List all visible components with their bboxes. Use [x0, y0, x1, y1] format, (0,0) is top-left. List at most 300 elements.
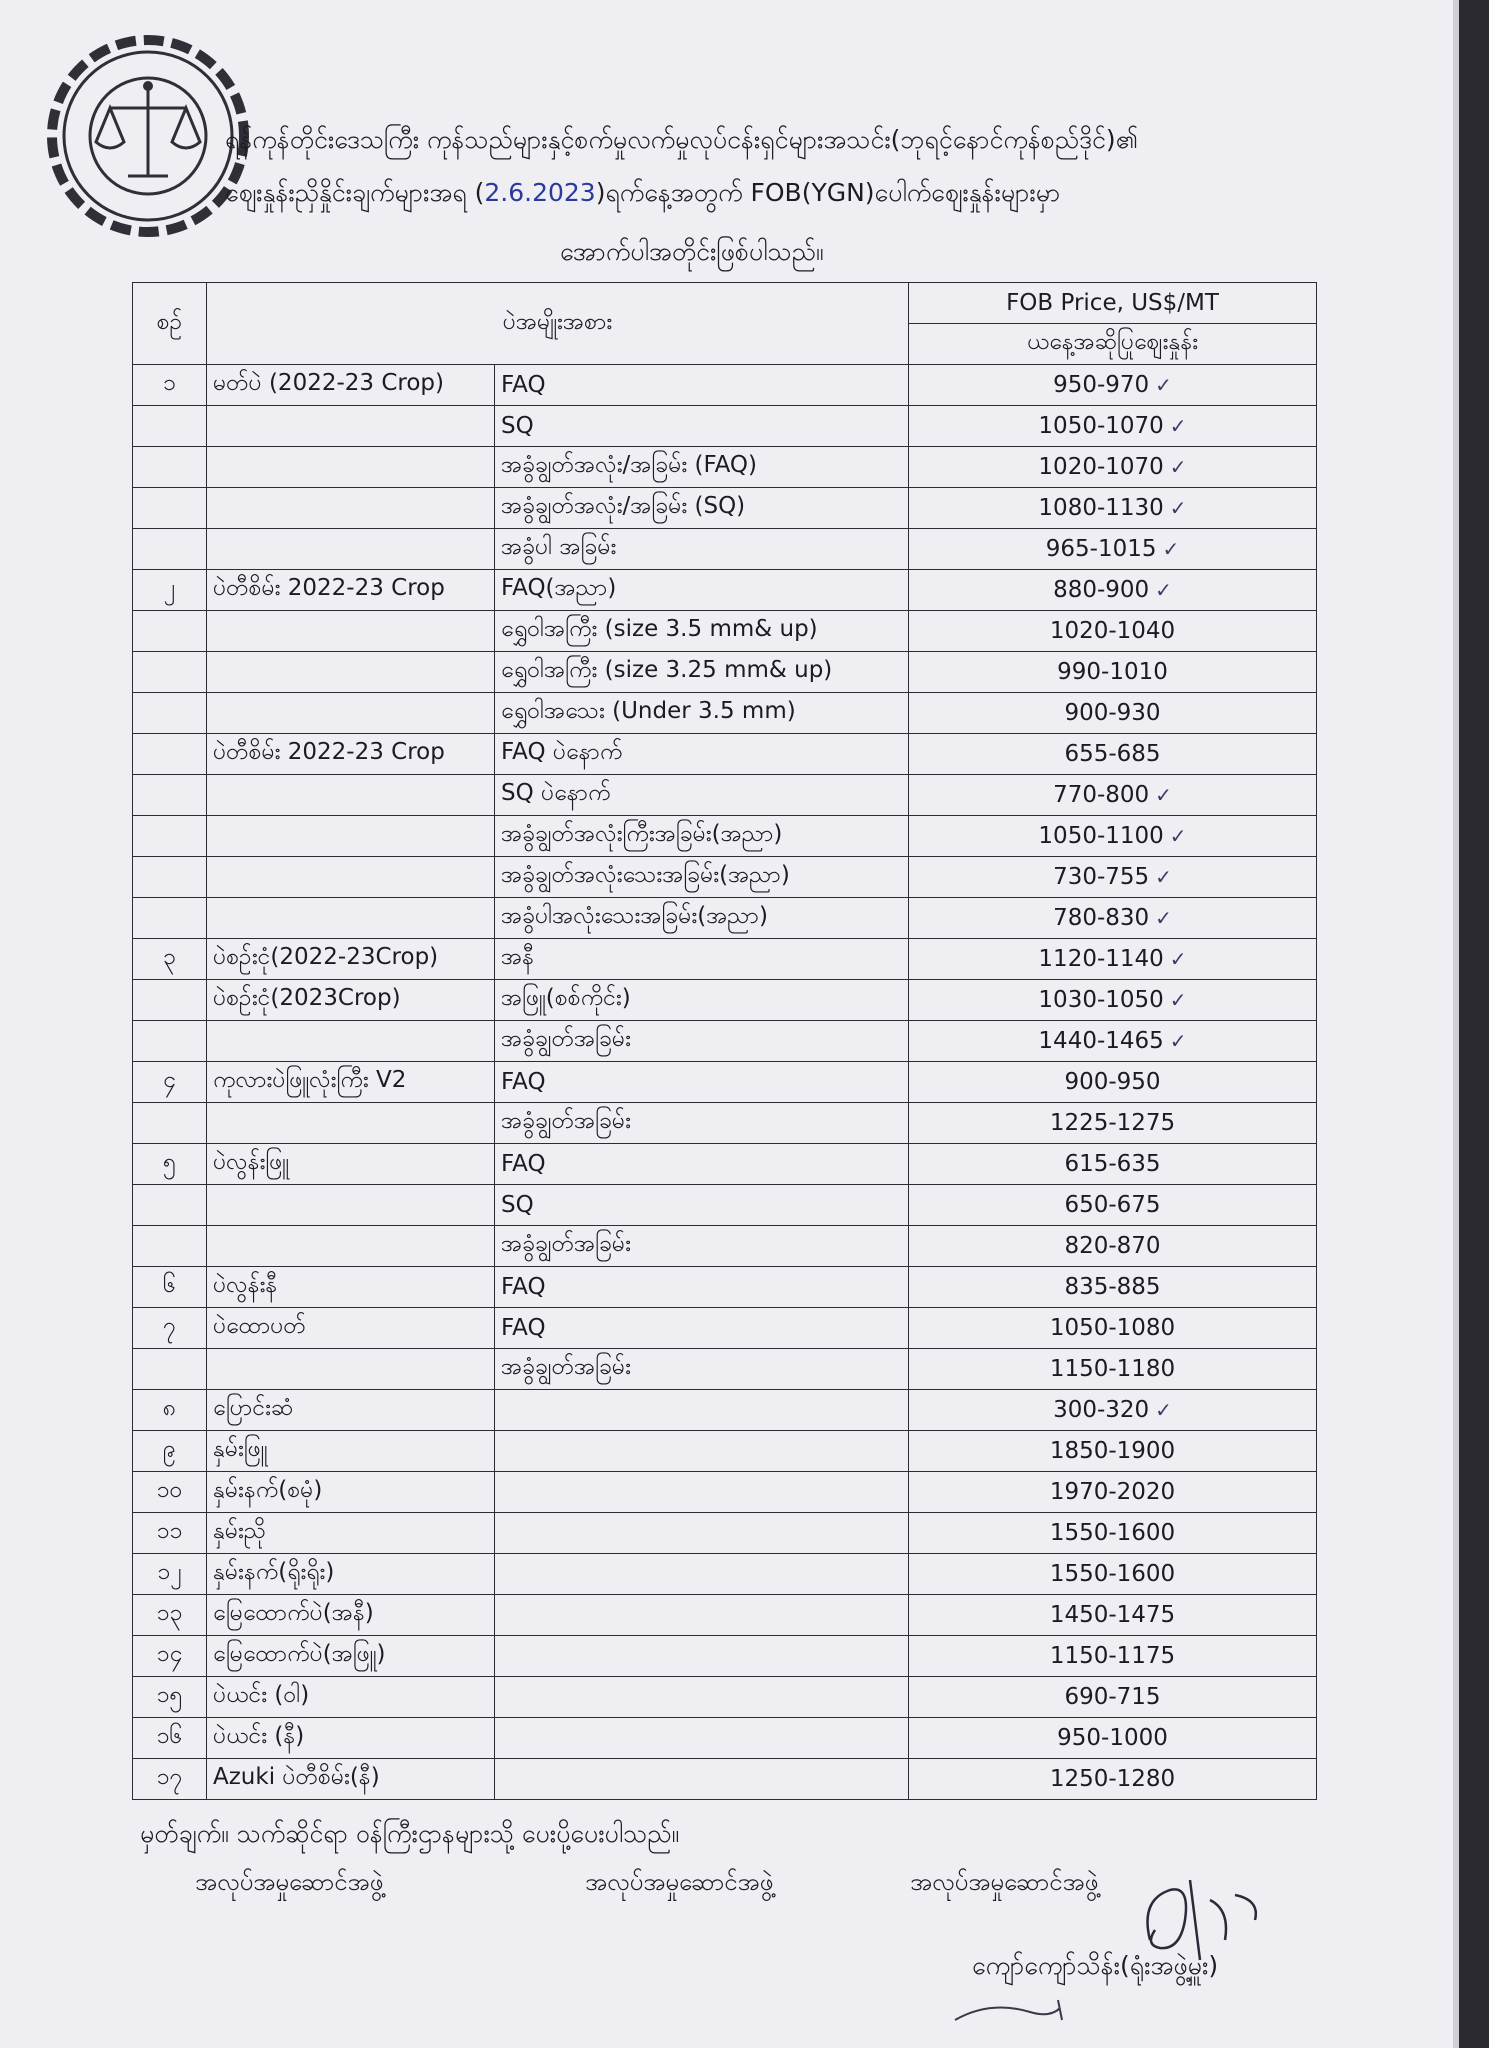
row-grade-text: ရွှေဝါအကြီး (size 3.5 mm& up)	[501, 616, 818, 642]
row-price	[909, 1513, 1317, 1554]
row-price-text: 690-715	[1064, 1684, 1161, 1710]
row-price-text: 990-1010	[1057, 659, 1168, 685]
row-product-name	[207, 1308, 495, 1349]
row-price-text: 1150-1175	[1049, 1643, 1176, 1669]
col-header-price-title: FOB Price, US$/MT	[909, 283, 1317, 324]
row-product-name	[207, 1021, 495, 1062]
row-number-text: ၁၀	[156, 1477, 183, 1503]
row-grade	[495, 816, 909, 857]
row-price	[909, 1472, 1317, 1513]
row-grade	[495, 1103, 909, 1144]
row-product-name-text: နှမ်းညို	[213, 1518, 267, 1544]
table-row	[133, 1759, 1317, 1800]
row-number-text: ၁၃	[156, 1600, 183, 1626]
row-product-name-text: ပဲတီစိမ်း 2022-23 Crop	[213, 575, 445, 601]
row-price-text: 1150-1180	[1049, 1356, 1176, 1382]
row-grade-text: အခွံချွတ်အခြမ်း	[501, 1108, 631, 1134]
row-number	[133, 1390, 207, 1431]
row-number	[133, 1636, 207, 1677]
table-row	[133, 406, 1317, 447]
row-product-name-text: မြေထောက်ပဲ(အဖြူ)	[213, 1641, 386, 1667]
row-price-text: 950-970	[1053, 372, 1150, 398]
row-price	[909, 939, 1317, 980]
row-grade-text: အခွံချွတ်အလုံး/အခြမ်း (SQ)	[501, 493, 746, 519]
check-mark-icon: ✓	[1155, 783, 1172, 807]
row-number	[133, 898, 207, 939]
row-grade	[495, 1677, 909, 1718]
row-grade-text: FAQ(အညာ)	[501, 575, 617, 601]
row-product-name	[207, 1267, 495, 1308]
row-product-name	[207, 1390, 495, 1431]
table-row	[133, 529, 1317, 570]
check-mark-icon: ✓	[1155, 578, 1172, 602]
row-grade	[495, 1759, 909, 1800]
row-price-text: 1850-1900	[1049, 1438, 1176, 1464]
row-product-name-text: နှမ်းဖြူ	[213, 1436, 268, 1462]
row-number	[133, 1759, 207, 1800]
row-price-text: 730-755	[1053, 864, 1150, 890]
row-price-text: 1550-1600	[1049, 1561, 1176, 1587]
row-price-text: 1970-2020	[1049, 1479, 1176, 1505]
row-product-name-text: ပဲလွန်းနီ	[213, 1272, 278, 1298]
row-price-text: 1050-1070	[1038, 413, 1164, 439]
row-product-name-text: မြေထောက်ပဲ(အနီ)	[213, 1600, 374, 1626]
row-number-text: ၅	[163, 1149, 176, 1175]
row-product-name	[207, 816, 495, 857]
signer-name: ကျော်ကျော်သိန်း(ရုံးအဖွဲ့မှူး)	[972, 1951, 1219, 1980]
row-number-text: ၄	[163, 1067, 176, 1093]
row-product-name	[207, 447, 495, 488]
header-line-2	[225, 171, 1060, 215]
table-row	[133, 775, 1317, 816]
row-price-text: 900-950	[1064, 1069, 1161, 1095]
table-row	[133, 1308, 1317, 1349]
header-date: 2.6.2023	[484, 178, 596, 207]
row-number	[133, 1472, 207, 1513]
row-product-name-text: Azuki ပဲတီစိမ်း(နီ)	[213, 1764, 380, 1790]
row-grade	[495, 775, 909, 816]
check-mark-icon: ✓	[1169, 414, 1187, 438]
row-price	[909, 734, 1317, 775]
table-row	[133, 1267, 1317, 1308]
row-product-name	[207, 611, 495, 652]
row-number-text: ၁၆	[156, 1723, 183, 1749]
row-price	[909, 1349, 1317, 1390]
row-price	[909, 1759, 1317, 1800]
row-price	[909, 816, 1317, 857]
row-grade-text: အခွံချွတ်အခြမ်း	[501, 1354, 631, 1380]
table-row	[133, 1595, 1317, 1636]
row-number	[133, 652, 207, 693]
row-product-name	[207, 693, 495, 734]
table-row	[133, 939, 1317, 980]
row-grade	[495, 1062, 909, 1103]
row-number-text: ၁၂	[157, 1559, 182, 1585]
table-row	[133, 693, 1317, 734]
row-grade	[495, 1267, 909, 1308]
scan-edge	[1459, 0, 1489, 2048]
row-number	[133, 1021, 207, 1062]
row-number	[133, 1718, 207, 1759]
table-row	[133, 857, 1317, 898]
row-price-text: 1020-1070	[1038, 454, 1164, 480]
table-row	[133, 1718, 1317, 1759]
row-grade	[495, 1472, 909, 1513]
row-price-text: 650-675	[1064, 1192, 1161, 1218]
row-number	[133, 1595, 207, 1636]
row-grade	[495, 570, 909, 611]
check-mark-icon: ✓	[1169, 824, 1187, 848]
row-product-name	[207, 898, 495, 939]
header-line-2-post: )ရက်နေ့အတွက် FOB(YGN)ပေါက်ဈေးနှုန်းများမှာ	[595, 178, 1061, 207]
row-product-name-text: ပဲစဉ်းငုံ(2022-23Crop)	[213, 944, 439, 970]
row-product-name-text: နှမ်းနက်(စမုံ)	[213, 1477, 323, 1503]
row-grade-text: အဖြူ(စစ်ကိုင်း)	[501, 985, 631, 1011]
row-price	[909, 775, 1317, 816]
row-grade-text: အခွံချွတ်အခြမ်း	[501, 1026, 631, 1052]
row-price	[909, 1144, 1317, 1185]
row-grade	[495, 980, 909, 1021]
row-number-text: ၂	[163, 575, 176, 601]
row-product-name	[207, 775, 495, 816]
table-row	[133, 1431, 1317, 1472]
row-product-name	[207, 980, 495, 1021]
row-price-text: 1050-1080	[1049, 1315, 1176, 1341]
row-grade-text: အခွံပါ အခြမ်း	[501, 534, 617, 560]
row-product-name-text: ပြောင်းဆံ	[213, 1395, 294, 1421]
row-grade	[495, 1226, 909, 1267]
table-row	[133, 1021, 1317, 1062]
row-number	[133, 1677, 207, 1718]
row-grade	[495, 1431, 909, 1472]
row-price	[909, 1021, 1317, 1062]
row-grade-text: အခွံပါအလုံးသေးအခြမ်း(အညာ)	[501, 903, 768, 929]
row-number	[133, 1349, 207, 1390]
row-product-name	[207, 1103, 495, 1144]
table-row	[133, 1349, 1317, 1390]
row-price-text: 655-685	[1064, 741, 1161, 767]
row-grade-text: SQ	[501, 1192, 534, 1218]
row-product-name	[207, 1349, 495, 1390]
check-mark-icon: ✓	[1162, 537, 1180, 561]
row-number-text: ၆	[163, 1272, 176, 1298]
table-row	[133, 1185, 1317, 1226]
row-price-text: 900-930	[1064, 700, 1161, 726]
row-grade	[495, 529, 909, 570]
table-row	[133, 1103, 1317, 1144]
table-row	[133, 570, 1317, 611]
row-number-text: ၁၄	[156, 1641, 183, 1667]
table-row	[133, 652, 1317, 693]
row-product-name	[207, 734, 495, 775]
row-number	[133, 693, 207, 734]
row-price-text: 1250-1280	[1049, 1766, 1176, 1792]
table-row	[133, 365, 1317, 406]
table-row	[133, 734, 1317, 775]
row-price	[909, 1677, 1317, 1718]
row-grade-text: FAQ	[501, 1274, 546, 1300]
row-price-text: 1030-1050	[1038, 987, 1164, 1013]
check-mark-icon: ✓	[1155, 865, 1172, 889]
table-row	[133, 898, 1317, 939]
row-product-name-text: မတ်ပဲ (2022-23 Crop)	[213, 370, 444, 396]
row-product-name	[207, 488, 495, 529]
row-price	[909, 529, 1317, 570]
row-grade	[495, 1021, 909, 1062]
row-price	[909, 652, 1317, 693]
row-price	[909, 898, 1317, 939]
row-number	[133, 1308, 207, 1349]
row-product-name	[207, 529, 495, 570]
row-price	[909, 406, 1317, 447]
row-product-name	[207, 1595, 495, 1636]
row-price	[909, 488, 1317, 529]
row-grade	[495, 857, 909, 898]
row-grade	[495, 611, 909, 652]
row-price	[909, 365, 1317, 406]
row-product-name	[207, 1636, 495, 1677]
row-price	[909, 1595, 1317, 1636]
row-number-text: ၁၅	[156, 1682, 183, 1708]
row-product-name	[207, 1759, 495, 1800]
row-product-name	[207, 1472, 495, 1513]
row-number	[133, 1062, 207, 1103]
row-number	[133, 857, 207, 898]
row-product-name	[207, 857, 495, 898]
row-number-text: ၁၁	[156, 1518, 183, 1544]
row-price	[909, 611, 1317, 652]
row-price-text: 780-830	[1053, 905, 1150, 931]
row-number	[133, 1267, 207, 1308]
row-product-name	[207, 1554, 495, 1595]
table-row	[133, 1554, 1317, 1595]
row-number	[133, 488, 207, 529]
row-price	[909, 1226, 1317, 1267]
check-mark-icon: ✓	[1169, 496, 1187, 520]
table-row	[133, 488, 1317, 529]
row-product-name-text: ပဲစဉ်းငုံ(2023Crop)	[213, 985, 401, 1011]
row-price-text: 950-1000	[1057, 1725, 1168, 1751]
row-price	[909, 1718, 1317, 1759]
row-price	[909, 570, 1317, 611]
row-grade	[495, 1718, 909, 1759]
row-grade	[495, 1595, 909, 1636]
row-price	[909, 1554, 1317, 1595]
table-row	[133, 980, 1317, 1021]
row-grade-text: FAQ	[501, 1069, 546, 1095]
row-grade-text: ရွှေဝါအသေး (Under 3.5 mm)	[501, 698, 796, 724]
row-price-text: 770-800	[1053, 782, 1150, 808]
header-line-3: အောက်ပါအတိုင်းဖြစ်ပါသည်။	[560, 237, 824, 266]
check-mark-icon: ✓	[1169, 947, 1187, 971]
row-price-text: 1440-1465	[1038, 1028, 1164, 1054]
row-grade-text: SQ	[501, 413, 534, 439]
row-grade	[495, 1185, 909, 1226]
table-row	[133, 447, 1317, 488]
row-number	[133, 1513, 207, 1554]
row-number-text: ၁၇	[156, 1764, 183, 1790]
row-grade	[495, 1308, 909, 1349]
header-line-1: ရန်ကုန်တိုင်းဒေသကြီး ကုန်သည်များနှင့်စက်မှုလက်မှုလုပ်ငန်းရှင်များအသင်း(ဘုရင့်နောင်ကုန်စည်ဒိုင်)၏	[225, 125, 1138, 154]
price-table	[132, 282, 1317, 1800]
table-row	[133, 1226, 1317, 1267]
row-grade	[495, 1349, 909, 1390]
row-number	[133, 1431, 207, 1472]
row-grade-text: ရွှေဝါအကြီး (size 3.25 mm& up)	[501, 657, 833, 683]
row-grade	[495, 1554, 909, 1595]
row-price-text: 1050-1100	[1038, 823, 1164, 849]
row-product-name	[207, 1677, 495, 1718]
signature-block-2: အလုပ်အမှုဆောင်အဖွဲ့	[585, 1868, 774, 1896]
row-number	[133, 406, 207, 447]
row-number-text: ၁	[163, 370, 176, 396]
row-grade-text: FAQ	[501, 1315, 546, 1341]
signature-block-1: အလုပ်အမှုဆောင်အဖွဲ့	[195, 1868, 384, 1896]
row-price	[909, 447, 1317, 488]
row-product-name	[207, 365, 495, 406]
row-grade-text: FAQ	[501, 1151, 546, 1177]
row-number	[133, 816, 207, 857]
col-header-price-sub: ယနေ့အဆိုပြုဈေးနှုန်း	[909, 324, 1317, 365]
row-grade	[495, 1513, 909, 1554]
row-grade	[495, 652, 909, 693]
row-product-name-text: ပဲယင်း (ဝါ)	[213, 1682, 310, 1708]
table-row	[133, 1513, 1317, 1554]
row-price-text: 820-870	[1064, 1233, 1161, 1259]
table-row	[133, 1390, 1317, 1431]
row-price	[909, 1267, 1317, 1308]
table-row	[133, 1677, 1317, 1718]
row-product-name	[207, 1513, 495, 1554]
row-product-name-text: ပဲယင်း (နီ)	[213, 1723, 305, 1749]
check-mark-icon: ✓	[1155, 373, 1172, 397]
row-price-text: 1120-1140	[1038, 946, 1164, 972]
row-number	[133, 1185, 207, 1226]
row-grade	[495, 1144, 909, 1185]
row-product-name	[207, 1144, 495, 1185]
row-grade-text: FAQ	[501, 372, 546, 398]
row-product-name-text: နှမ်းနက်(ရိုးရိုး)	[213, 1559, 335, 1585]
row-price	[909, 1636, 1317, 1677]
row-grade	[495, 1390, 909, 1431]
row-price-text: 1550-1600	[1049, 1520, 1176, 1546]
table-row	[133, 611, 1317, 652]
row-grade	[495, 693, 909, 734]
row-price	[909, 1390, 1317, 1431]
row-product-name-text: ကုလားပဲဖြူလုံးကြီး V2	[213, 1067, 407, 1093]
row-grade-text: အခွံချွတ်အလုံးသေးအခြမ်း(အညာ)	[501, 862, 790, 888]
row-number	[133, 1226, 207, 1267]
row-number	[133, 734, 207, 775]
check-mark-icon: ✓	[1155, 906, 1172, 930]
row-number	[133, 775, 207, 816]
row-product-name	[207, 570, 495, 611]
row-number	[133, 1554, 207, 1595]
row-price-text: 1080-1130	[1038, 495, 1164, 521]
row-number-text: ၉	[163, 1436, 176, 1462]
row-product-name	[207, 1718, 495, 1759]
row-price	[909, 1431, 1317, 1472]
row-grade-text: အနီ	[501, 944, 535, 970]
table-row	[133, 1636, 1317, 1677]
row-number	[133, 570, 207, 611]
check-mark-icon: ✓	[1155, 1398, 1172, 1422]
row-product-name	[207, 939, 495, 980]
row-product-name	[207, 1185, 495, 1226]
table-row	[133, 1472, 1317, 1513]
row-price-text: 615-635	[1064, 1151, 1161, 1177]
table-row	[133, 1144, 1317, 1185]
row-number	[133, 529, 207, 570]
row-price-text: 965-1015	[1045, 536, 1157, 562]
check-mark-icon: ✓	[1169, 455, 1187, 479]
row-product-name	[207, 1226, 495, 1267]
row-price-text: 1020-1040	[1049, 618, 1176, 644]
check-mark-icon: ✓	[1169, 988, 1187, 1012]
row-grade-text: အခွံချွတ်အခြမ်း	[501, 1231, 631, 1257]
row-product-name	[207, 1431, 495, 1472]
row-price	[909, 1185, 1317, 1226]
row-product-name	[207, 406, 495, 447]
row-grade	[495, 447, 909, 488]
row-number	[133, 1144, 207, 1185]
row-number	[133, 447, 207, 488]
row-number	[133, 611, 207, 652]
row-number-text: ၃	[163, 944, 176, 970]
row-price-text: 835-885	[1064, 1274, 1161, 1300]
row-product-name	[207, 1062, 495, 1103]
row-grade	[495, 898, 909, 939]
row-number-text: ၈	[162, 1395, 177, 1421]
table-row	[133, 816, 1317, 857]
row-number	[133, 980, 207, 1021]
row-number-text: ၇	[163, 1313, 176, 1339]
row-product-name-text: ပဲထောပတ်	[213, 1313, 306, 1339]
row-product-name-text: ပဲတီစိမ်း 2022-23 Crop	[213, 739, 445, 765]
row-grade	[495, 488, 909, 529]
row-price	[909, 857, 1317, 898]
table-row	[133, 1062, 1317, 1103]
footer-note: မှတ်ချက်။ သက်ဆိုင်ရာ ဝန်ကြီးဌာနများသို့ ပေးပို့ပေးပါသည်။	[140, 1819, 680, 1848]
price-table-body	[133, 365, 1317, 1800]
header-line-2-pre: ဈေးနှုန်းညှိနှိုင်းချက်များအရ (	[225, 178, 485, 207]
row-grade	[495, 1636, 909, 1677]
check-mark-icon: ✓	[1169, 1029, 1187, 1053]
row-price-text: 880-900	[1053, 577, 1150, 603]
signature-block-3: အလုပ်အမှုဆောင်အဖွဲ့	[910, 1868, 1099, 1896]
row-price	[909, 693, 1317, 734]
row-price	[909, 1308, 1317, 1349]
row-grade	[495, 365, 909, 406]
handwritten-mark	[950, 1990, 1100, 2030]
col-header-no: စဉ်	[133, 283, 207, 365]
row-price	[909, 1062, 1317, 1103]
row-number	[133, 1103, 207, 1144]
row-grade	[495, 734, 909, 775]
row-price	[909, 1103, 1317, 1144]
row-grade-text: SQ ပဲနောက်	[501, 780, 611, 806]
row-price-text: 1225-1275	[1049, 1110, 1176, 1136]
row-price	[909, 980, 1317, 1021]
row-grade-text: FAQ ပဲနောက်	[501, 739, 623, 765]
row-number	[133, 365, 207, 406]
row-product-name	[207, 652, 495, 693]
row-grade-text: အခွံချွတ်အလုံး/အခြမ်း (FAQ)	[501, 452, 757, 478]
row-grade	[495, 939, 909, 980]
row-grade-text: အခွံချွတ်အလုံးကြီးအခြမ်း(အညာ)	[501, 821, 783, 847]
row-number	[133, 939, 207, 980]
row-price-text: 300-320	[1053, 1397, 1150, 1423]
